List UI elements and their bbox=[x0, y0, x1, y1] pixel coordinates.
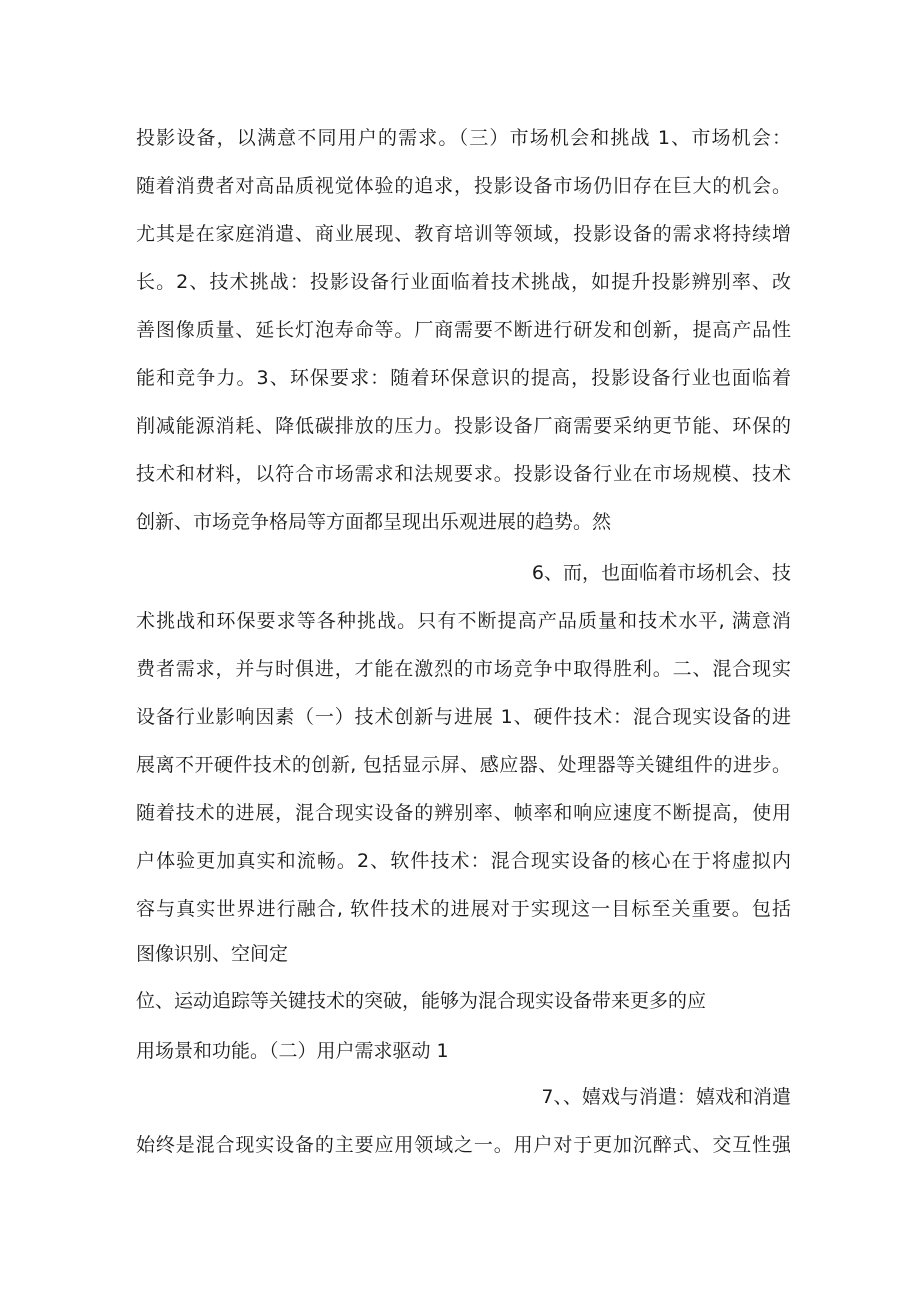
text-line: 设备行业影响因素（一）技术创新与进展 1、硬件技术：混合现实设备的进 bbox=[136, 706, 791, 728]
text-line: 投影设备，以满意不同用户的需求。（三）市场机会和挑战 1、市场机会： bbox=[136, 127, 791, 149]
text-line: 图像识别、空间定 bbox=[136, 943, 289, 965]
text-line: 始终是混合现实设备的主要应用领域之一。用户对于更加沉醉式、交互性强 bbox=[136, 1134, 791, 1156]
text-line: 能和竞争力。3、环保要求：随着环保意识的提高，投影设备行业也面临着 bbox=[136, 367, 791, 389]
text-line: 随着技术的进展，混合现实设备的辨别率、帧率和响应速度不断提高，使用 bbox=[136, 802, 791, 824]
text-line: 用场景和功能。（二）用户需求驱动 1 bbox=[136, 1040, 449, 1062]
text-line: 位、运动追踪等关键技术的突破，能够为混合现实设备带来更多的应 bbox=[136, 990, 707, 1012]
text-line: 随着消费者对高品质视觉体验的追求，投影设备市场仍旧存在巨大的机会。 bbox=[136, 175, 791, 197]
text-line: 户体验更加真实和流畅。2、软件技术：混合现实设备的核心在于将虚拟内 bbox=[136, 850, 791, 872]
text-line: 尤其是在家庭消遣、商业展现、教育培训等领域，投影设备的需求将持续增 bbox=[136, 223, 791, 245]
text-line: 善图像质量、延长灯泡寿命等。厂商需要不断进行研发和创新，提高产品性 bbox=[136, 319, 791, 341]
text-line: 6、而，也面临着市场机会、技 bbox=[531, 562, 791, 584]
text-line: 长。2、技术挑战：投影设备行业面临着技术挑战，如提升投影辨别率、改 bbox=[136, 271, 791, 293]
text-line: 7、、嬉戏与消遣：嬉戏和消遣 bbox=[541, 1086, 791, 1108]
text-line: 技术和材料，以符合市场需求和法规要求。投影设备行业在市场规模、技术 bbox=[136, 463, 791, 485]
text-line: 创新、市场竞争格局等方面都呈现出乐观进展的趋势。然 bbox=[136, 511, 612, 533]
text-line: 术挑战和环保要求等各种挑战。只有不断提高产品质量和技术水平, 满意消 bbox=[136, 610, 791, 632]
text-line: 削减能源消耗、降低碳排放的压力。投影设备厂商需要采纳更节能、环保的 bbox=[136, 415, 791, 437]
text-line: 费者需求，并与时俱进，才能在激烈的市场竞争中取得胜利。二、混合现实 bbox=[136, 658, 791, 680]
text-line: 展离不开硬件技术的创新, 包括显示屏、感应器、处理器等关键组件的进步。 bbox=[136, 754, 791, 776]
text-line: 容与真实世界进行融合, 软件技术的进展对于实现这一目标至关重要。包括 bbox=[136, 898, 791, 920]
